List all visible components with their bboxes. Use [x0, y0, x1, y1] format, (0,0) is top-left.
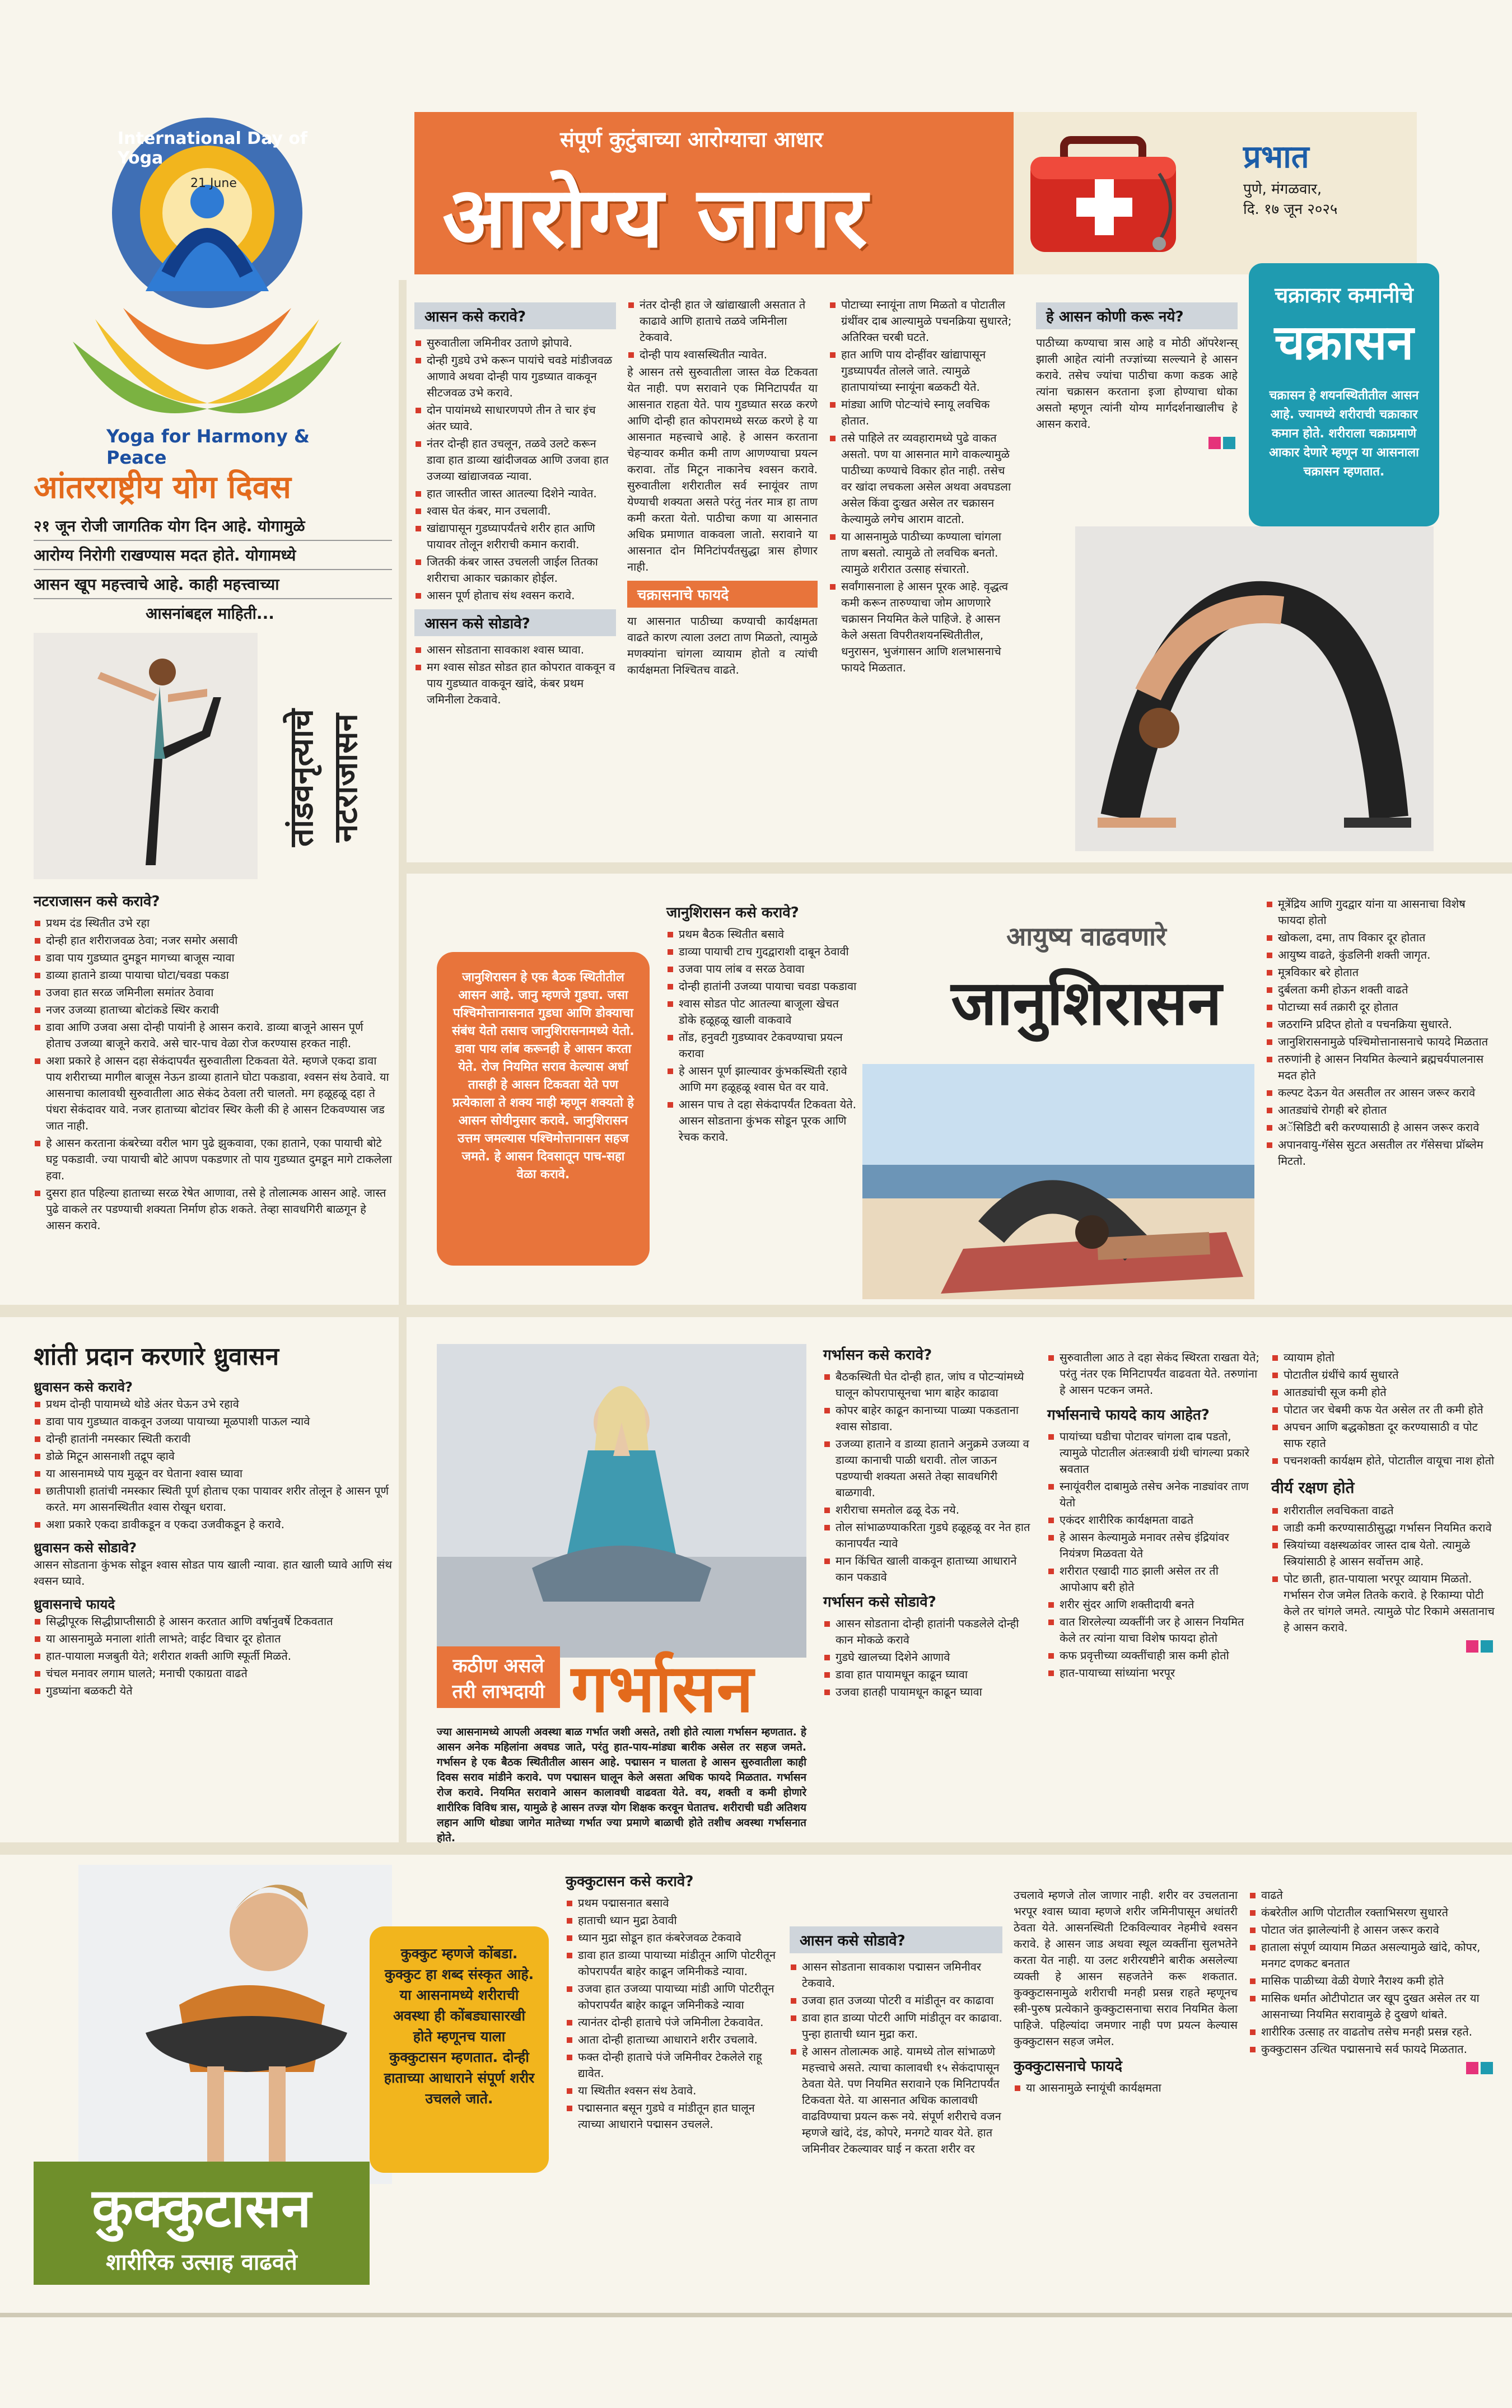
list-item: कल्पट देऊन येत असतील तर आसन जरूर करावे [1266, 1085, 1495, 1101]
chakrasana-how-steps [414, 335, 616, 604]
chakrasana-box-title: चक्रासन [1274, 315, 1414, 371]
list-item: पोटात जंत झालेल्यांनी हे आसन जरूर करावे [1249, 1922, 1495, 1938]
list-item: अशा प्रकारे एकदा डावीकडून व एकदा उजवीकडून हे करावे. [34, 1516, 392, 1533]
garbhasana-how-steps [823, 1369, 1036, 1585]
list-item: गुडघे खालच्या दिशेने आणावे [823, 1649, 1036, 1665]
list-item: मान किंचित खाली वाकवून हाताच्या आधाराने कान पकडावे [823, 1553, 1036, 1585]
divider [399, 1317, 407, 1842]
dhruvasana-steps [34, 1396, 392, 1533]
list-item: हाताला संपूर्ण व्यायाम मिळत असल्यामुळे खांदे, कोपर, मनगट दणकट बनतात [1249, 1939, 1495, 1972]
kukkutasana-benefits [1249, 1887, 1495, 2057]
beach-yoga-figure [862, 1064, 1254, 1299]
natarajasana-photo [34, 633, 258, 879]
list-item: पोटात जर चेबमी कफ येत असेल तर ती कमी होते [1271, 1402, 1495, 1418]
kukkutasana-how-steps [566, 1895, 778, 2132]
garbhasana-how-title: गर्भासन कसे करावे? [823, 1347, 932, 1364]
list-item: शरीराचा समतोल ढळू देऊ नये. [823, 1502, 1036, 1518]
list-item: हाताची ध्यान मुद्रा ठेवावी [566, 1912, 778, 1929]
chakrasana-photo [1075, 526, 1434, 851]
logo-day: 21 [190, 176, 206, 190]
janushirasana-callout-text: जानुशिरासन हे एक बैठक स्थितीतील आसन आहे. जानु म्हणजे गुडघा. जसा पश्चिमोत्तानासनात गुडघा आणि डोक्याचा संबंध येतो तसाच जानुशिरासनामध्ये येतो. डावा पाय लांब करूनही हे आसन करता येते. रोज नियमित सराव केल्यास अर्धा तासही हे आसन टिकवता येते पण प्रत्येकाला ते शक्य नाही म्हणून शक्यतो हे आसन सोयीनुसार करावे. जानुशिरासन उत्तम जमल्यास पश्चिमोत्तानासन सहज जमते. हे आसन दिवसातून पाच-सहा वेळा करावे. [452, 970, 634, 1182]
intro-title: आंतरराष्ट्रीय योग दिवस [34, 469, 291, 506]
chakrasana-benefits [829, 297, 1019, 676]
yoga-day-logo [56, 106, 358, 468]
garbhasana-veerya-title: वीर्य रक्षण होते [1271, 1478, 1355, 1497]
chakrasana-body: हे आसन तसे सुरुवातीला जास्त वेळ टिकवता येत नाही. पण सरावाने एक मिनिटापर्यंत या आसनात राहता येते. पाय गुडघ्यात सरळ करणे आणि दोन्ही हात कोपरामध्ये सरळ करणे हे या आसनात महत्त्वाचे आहे. हे आसन करताना चेहऱ्यावर कमीत कमी ताण आणण्याचा प्रयत्न करावा. तोंड मिटून नाकानेच श्वसन करावे. सुरुवातीला शरीरातील सर्व स्नायूंवर ताण येण्याची शक्यता असते परंतु नंतर मात्र हा ताण कमी करता येतो. पाठीचा कणा या आसनात अधिक प्रमाणात वाकवला जातो. सरावाने या आसनात दोन मिनिटांपर्यंतसुद्धा त्रास होणार नाही. [627, 365, 818, 573]
paper-name: प्रभात [1243, 139, 1309, 175]
list-item: या आसनामध्ये पाय मुळून वर घेताना श्वास घ्यावा [34, 1466, 392, 1482]
masthead-tagline: संपूर्ण कुटुंबाच्या आरोग्याचा आधार [560, 127, 823, 152]
list-item: उजव्या हाताने व डाव्या हाताने अनुक्रमे उजव्या व डाव्या कानाची पाळी धरावी. तोल जाऊन पडण्याची शक्यता असते तेव्हा सावधगिरी बाळगावी. [823, 1436, 1036, 1501]
chakrasana-benefits-text: या आसनात पाठीच्या कण्याची कार्यक्षमता वाढते कारण त्याला उलटा ताण मिळतो, त्यामुळे मणक्यांना चांगला व्यायाम होतो व त्यांची कार्यक्षमता निश्चितच वाढते. [627, 614, 818, 676]
teal-square [1223, 437, 1235, 449]
garbhasana-release-steps [823, 1616, 1036, 1700]
list-item: अपानवायु-गॅसेस सुटत असतील तर गॅसेसचा प्रॉब्लेम मिटतो. [1266, 1137, 1495, 1169]
list-item: शारीरिक उत्साह तर वाढतोच तसेच मनही प्रसन्न रहते. [1249, 2024, 1495, 2040]
edition-date: दि. १७ जून २०२५ [1243, 201, 1338, 218]
janushirasana-benefits [1266, 896, 1495, 1170]
list-item: आसन पूर्ण होताच संथ श्वसन करावे. [414, 587, 616, 604]
intro-line: आसनांबद्दल माहिती... [146, 604, 274, 623]
list-item: मासिक धर्मात ओटीपोटात जर खूप दुखत असेल तर या आसनाच्या नियमित सरावामुळे हे दुखणे थांबते. [1249, 1990, 1495, 2023]
pink-square [1466, 1640, 1478, 1653]
janushirasana-benefit-list [1266, 896, 1495, 1169]
kukkutasana-benefits-first [1014, 2080, 1238, 2096]
dhruvasana-section [34, 1338, 392, 1700]
list-item: पोट छाती, हात-पायाला भरपूर व्यायाम मिळतो. गर्भासन रोज जमेल तितके करावे. हे रिकाम्या पोटी केले तर चांगले जमते. त्यामुळे पोट रिकामे असतानाच हे आसन करावे. [1271, 1571, 1495, 1636]
kukkutasana-release-title: आसन कसे सोडावे? [790, 1926, 1002, 1953]
list-item: हे आसन पूर्ण झाल्यावर कुंभकस्थिती रहावे आणि मग हळूहळू श्वास घेत वर यावे. [666, 1063, 857, 1095]
garbhasana-col3-steps [1271, 1350, 1495, 1469]
garbhasana-title: गर्भासन [571, 1650, 754, 1727]
list-item: शरीरात एखादी गाठ झाली असेल तर ती आपोआप बरी होते [1047, 1563, 1260, 1595]
list-item: वात शिरलेल्या व्यक्तींनी जर हे आसन नियमित केले तर त्यांना याचा विशेष फायदा होतो [1047, 1614, 1260, 1646]
garbhasana-col2 [1047, 1350, 1260, 1682]
list-item: पचनशक्ती कार्यक्षम होते, पोटातील वायूचा नाश होतो [1271, 1453, 1495, 1469]
list-item: दोन पायांमध्ये साधारणपणे तीन ते चार इंच अंतर घ्यावे. [414, 402, 616, 435]
garbhasana-release-title: गर्भासन कसे सोडावे? [823, 1594, 936, 1611]
dhruvasana-title: शांती प्रदान करणारे ध्रुवासन [34, 1342, 279, 1371]
garbhasana-kicker-box [437, 1646, 560, 1708]
logo-date [190, 176, 237, 190]
list-item: हात-पायाला मजबुती येते; शरीरात शक्ती आणि स्फूर्ती मिळते. [34, 1648, 392, 1664]
logo-arc-text: International Day of Yoga [118, 129, 308, 168]
kukkutasana-body: उचलावे म्हणजे तोल जाणार नाही. शरीर वर उचलताना भरपूर श्वास घ्यावा म्हणजे शरीर जमिनीपासून अधांतरी ठेवता येते. आसनस्थिती टिकविल्यावर नेहमीचे श्वसन करावे. हे आसन जाड अथवा स्थूल व्यक्तींना सुलभतेने करता येत नाही. या उलट शरीरयष्टीने बारीक असलेल्या व्यक्ती हे आसन सहजतेने करू शकतात. कुक्कुटासनामुळे शरीराची मनही प्रसन्न राहते म्हणूनच स्त्री-पुरुष प्रत्येकाने कुक्कुटासनाचा सराव नियमित केला पाहिजे. पहिल्यांदा जमणार नाही पण प्रयत्न केल्यास कुक्कुटासन सहज जमेल. [1014, 1888, 1238, 2048]
intro-line: २१ जून रोजी जागतिक योग दिन आहे. योगामुळे [34, 512, 392, 541]
list-item: फक्त दोन्ही हाताचे पंजे जमिनीवर टेकलेले राहू द्यावेत. [566, 2049, 778, 2082]
list-item: नजर उजव्या हाताच्या बोटांकडे स्थिर करावी [34, 1002, 392, 1018]
yoga-pose-figure [34, 633, 258, 879]
list-item: आसन सोडताना सावकाश श्वास घ्यावा. [414, 642, 616, 658]
list-item: नंतर दोन्ही हात जे खांद्याखाली असतात ते काढावे आणि हाताचे तळवे जमिनीला टेकवावे. [627, 297, 818, 346]
list-item: आतड्यांची सूज कमी होते [1271, 1384, 1495, 1401]
logo-month: June [210, 176, 237, 190]
list-item: प्रथम दोन्ही पायामध्ये थोडे अंतर घेऊन उभे रहावे [34, 1396, 392, 1412]
list-item: पोटाच्या स्नायूंना ताण मिळतो व पोटातील ग्रंथींवर दाब आल्यामुळे पचनक्रिया सुधारते; अतिरिक्त चरबी घटते. [829, 297, 1019, 346]
list-item: कोपर बाहेर काढून कानाच्या पाळ्या पकडताना श्वास सोडावा. [823, 1402, 1036, 1435]
list-item: मांड्या आणि पोटऱ्यांचे स्नायू लवचिक होतात. [829, 396, 1019, 429]
dhruvasana-how-title: ध्रुवासन कसे करावे? [34, 1379, 133, 1395]
list-item: उजवा हात उजव्या पोटरी व मांडीतून वर काढावा [790, 1992, 1002, 2009]
color-squares [1271, 1640, 1495, 1655]
garbhasana-benefits [1047, 1429, 1260, 1681]
list-item: तसे पाहिले तर व्यवहारामध्ये पुढे वाकत असतो. पण या आसनात मागे वाकल्यामुळे पाठीच्या कण्याचे विकार होत नाही. तसेच वर खांदा लचकला असेल अथवा अवघडला असेल किंवा दुःखत असेल तर चक्रासन केल्यामुळे लगेच आराम वाटतो. [829, 430, 1019, 528]
list-item: दुसरा हात पहिल्या हाताच्या सरळ रेषेत आणावा, तसे हे तोलात्मक आसन आहे. जास्त पुढे वाकले तर पडण्याची शक्यता निर्माण होऊ शकते. तेव्हा सावधगिरी बाळगून हे आसन करावे. [34, 1185, 392, 1234]
list-item: सिद्धीपूरक सिद्धीप्राप्तीसाठी हे आसन करतात आणि वर्षानुवर्षे टिकवतात [34, 1613, 392, 1630]
list-item: मूत्रविकार बरे होतात [1266, 964, 1495, 981]
list-item: डावा आणि उजवा असा दोन्ही पायांनी हे आसन करावे. डाव्या बाजूने आसन पूर्ण होताच उजव्या बाजूने करावे. असे चार-पाच वेळा रोज करण्यास हरकत नाही. [34, 1019, 392, 1052]
kukkutasana-title: कुक्कुटासन [92, 2177, 311, 2239]
list-item: या आसनामुळे पाठीच्या कण्याला चांगला ताण बसतो. त्यामुळे तो लवचिक बनतो. त्यामुळे शरीरात उत्साह संचारतो. [829, 529, 1019, 577]
chakrasana-benefits-title: चक्रासनाचे फायदे [627, 581, 818, 608]
list-item: जानुशिरासनामुळे पश्चिमोत्तानासनाचे फायदे मिळतात [1266, 1034, 1495, 1050]
list-item: आतड्यांचे रोगही बरे होतात [1266, 1102, 1495, 1118]
list-item: वाढते [1249, 1887, 1495, 1903]
color-squares [1036, 437, 1238, 451]
kukkutasana-benefits-title: कुक्कुटासनाचे फायदे [1014, 2058, 1122, 2075]
list-item: दोन्ही हातांनी नमस्कार स्थिती करावी [34, 1431, 392, 1447]
yoga-pose-figure [1075, 526, 1434, 851]
first-aid-kit-icon [1019, 129, 1187, 258]
divider [0, 1305, 1512, 1317]
list-item: शरीर सुंदर आणि शक्तीदायी बनते [1047, 1597, 1260, 1613]
list-item: दोन्ही पाय श्वासस्थितीत न्यावेत. [627, 347, 818, 363]
list-item: हे आसन करताना कंबरेच्या वरील भाग पुढे झुकवावा, एका हाताने, एका पायाची बोटे घट्ट पकडावी. ज्या पायाची बोटे आपण पकडणार तो पाय गुडघ्यात दुमडून मागे टाकलेला हवा. [34, 1135, 392, 1184]
list-item: तोंड, हनुवटी गुडघ्यावर टेकवण्याचा प्रयत्न करावा [666, 1029, 857, 1062]
list-item: दोन्ही हातांनी उजव्या पायाचा चवडा पकडावा [666, 978, 857, 995]
list-item: डावा पाय गुडघ्यात दुमडून मागच्या बाजूस न्यावा [34, 950, 392, 966]
list-item: प्रथम बैठक स्थितीत बसावे [666, 926, 857, 942]
masthead-banner [414, 112, 1014, 274]
chakrasana-avoid-title: हे आसन कोणी करू नये? [1036, 302, 1238, 329]
kukkutasana-how-title: कुक्कुटासन कसे करावे? [566, 1873, 694, 1890]
list-item: खोकला, दमा, ताप विकार दूर होतात [1266, 930, 1495, 946]
dhruvasana-benefits-title: ध्रुवासनाचे फायदे [34, 1597, 115, 1612]
list-item: चंचल मनावर लगाम घालते; मनाची एकाग्रता वाढते [34, 1665, 392, 1682]
masthead-side [1014, 112, 1417, 274]
list-item: हात-पायाच्या सांध्यांना भरपूर [1047, 1665, 1260, 1681]
garbhasana-photo [437, 1344, 806, 1658]
chakrasana-box-text: चक्रासन हे शयनस्थितीतील आसन आहे. ज्यामध्ये शरीराची चक्राकार कमान होते. शरीराला चक्राप्रमाणे आकार देणारे म्हणून या आसनाला चक्रासन म्हणतात. [1269, 389, 1419, 479]
garbhasana-col3 [1271, 1350, 1495, 1655]
intro-line: आरोग्य निरोगी राखण्यास मदत होते. योगामध्ये [34, 541, 392, 570]
garbhasana-intro: ज्या आसनामध्ये आपली अवस्था बाळ गर्भात जशी असते, तशी होते त्याला गर्भासन म्हणतात. हे आसन अनेक महिलांना अवघड जाते, परंतु हात-पाय-मांड्या बारीक असेल तर सहज जमते. गर्भासन हे एक बैठक स्थितीतील आसन आहे. पद्मासन न घालता हे आसन सुरुवातीला काही दिवस सराव मांडीने करावे. पण पद्मासन घालून केले असता अधिक फायदे मिळतात. गर्भासन रोज करावे. नियमित सरावाने आसन कालावधी वाढवता येते. वय, शक्ती व कमी होणारे शारीरिक विविध त्रास, यामुळे हे आसन तज्ज्ञ योग शिक्षक करवून घेतातच. शरीराची घडी अतिशय लहान आणि थोड्या जागेत मातेच्या गर्भात ज्या प्रमाणे बाळाची होते तशीच अवस्था गर्भासनात होते. [437, 1726, 806, 1844]
list-item: तरुणांनी हे आसन नियमित केल्याने ब्रह्मचर्यपालनास मदत होते [1266, 1051, 1495, 1084]
list-item: पद्मासनात बसून गुडघे व मांडीतून हात घालून त्याच्या आधाराने पद्मासन उचलले. [566, 2100, 778, 2132]
kukkutasana-col3 [1014, 1887, 1238, 2097]
garbhasana-benefits-title: गर्भासनाचे फायदे काय आहेत? [1047, 1407, 1210, 1424]
natarajasana-steps [34, 915, 392, 1234]
list-item: मग श्वास सोडत सोडत हात कोपरात वाकवून व पाय गुडघ्यात वाकवून खांदे, कंबर प्रथम जमिनीला टेकवावे. [414, 659, 616, 708]
chakrasana-release-cont [627, 297, 818, 363]
list-item: प्रथम पद्मासनात बसावे [566, 1895, 778, 1911]
list-item: तोल सांभाळण्याकरिता गुडघे हळूहळू वर नेत हात कानापर्यंत न्यावे [823, 1519, 1036, 1552]
dhruvasana-release-title: ध्रुवासन कसे सोडावे? [34, 1540, 137, 1556]
list-item: अॅसिडिटी बरी करण्यासाठी हे आसन जरूर करावे [1266, 1119, 1495, 1136]
pink-square [1466, 2062, 1478, 2074]
list-item: जाडी कमी करण्यासाठीसुद्धा गर्भासन नियमित करावे [1271, 1520, 1495, 1536]
divider [403, 862, 1512, 874]
natarajasana-howto [34, 890, 392, 1235]
masthead-title: आरोग्य जागर [442, 169, 870, 267]
chakrasana-col1 [414, 302, 616, 709]
list-item: डावा हात डाव्या पायाच्या मांडीतून आणि पोटरीतून कोपरापर्यंत बाहेर काढून जमिनीकडे न्यावा. [566, 1947, 778, 1980]
janushirasana-photo [862, 1064, 1254, 1299]
intro-line: आसन खूप महत्त्वाचे आहे. काही महत्त्वाच्या [34, 570, 392, 599]
list-item: डाव्या हाताने डाव्या पायाचा घोटा/चवडा पकडा [34, 967, 392, 983]
kukkutasana-col2 [790, 1926, 1002, 2158]
list-item: आसन सोडताना सावकाश पद्मासन जमिनीवर टेकवावे. [790, 1959, 1002, 1991]
kukkutasana-callout [370, 1926, 549, 2173]
list-item: दोन्ही हात शरीराजवळ ठेवा; नजर समोर असावी [34, 932, 392, 949]
list-item: हात जास्तीत जास्त आतल्या दिशेने न्यावेत. [414, 486, 616, 502]
chakrasana-box-subtitle: चक्राकार कमानीचे [1275, 283, 1413, 307]
list-item: खांद्यापासून गुडघ्यापर्यंतचे शरीर हात आणि पायावर तोलून शरीराची कमान करावी. [414, 520, 616, 553]
list-item: डावा पाय गुडघ्यात वाकवून उजव्या पायाच्या मूळपाशी पाऊल न्यावे [34, 1413, 392, 1430]
list-item: या आसनामुळे स्नायूंची कार्यक्षमता [1014, 2080, 1238, 2096]
kukkutasana-col4 [1249, 1887, 1495, 2076]
janushirasana-headline [907, 918, 1266, 1043]
list-item: उजवा पाय लांब व सरळ ठेवावा [666, 961, 857, 977]
garbhasana-headline [437, 1641, 840, 1727]
kukkutasana-col1 [566, 1870, 778, 2134]
edition-city: पुणे, मंगळवार, [1243, 181, 1322, 198]
list-item: हे आसन तोलात्मक आहे. यामध्ये तोल सांभाळणे महत्त्वाचे असते. त्याचा कालावधी १५ सेकंदापासून ठेवता येते. पण नियमित सरावाने एक मिनिटापर्यंत टिकवता येते. या आसनात अधिक कालावधी वाढविण्याचा प्रयत्न करू नये. संपूर्ण शरीराचे वजन म्हणजे खांदे, दंड, कोपरे, मनगटे यावर येते. हात जमिनीवर टेकल्यावर घाई न करता शरीर वर [790, 2043, 1002, 2157]
list-item: कुक्कुटासन उत्थित पद्मासनाचे सर्व फायदे मिळतात. [1249, 2041, 1495, 2057]
list-item: या स्थितीत श्वसन संथ ठेवावे. [566, 2083, 778, 2099]
list-item: स्त्रियांच्या वक्षस्थळांवर जास्त दाब येतो. त्यामुळे स्त्रियांसाठी हे आसन सर्वोत्तम आहे. [1271, 1537, 1495, 1570]
logo-slogan: Yoga for Harmony & Peace [106, 426, 310, 468]
list-item: उजवा हात सरळ जमिनीला समांतर ठेवावा [34, 984, 392, 1001]
list-item: उजवा हातही पायामधून काढून घ्यावा [823, 1684, 1036, 1700]
list-item: कफ प्रवृत्तीच्या व्यक्तींचाही त्रास कमी होतो [1047, 1648, 1260, 1664]
dhruvasana-release-text: आसन सोडताना कुंभक सोडून श्वास सोडत पाय खाली न्यावा. हात खाली घ्यावे आणि संथ श्वसन घ्यावे. [34, 1558, 392, 1588]
natarajasana-vertical-title [260, 638, 389, 885]
chakrasana-release-title: आसन कसे सोडावे? [414, 609, 616, 636]
list-item: त्यानंतर दोन्ही हाताचे पंजे जमिनीला टेकवावेत. [566, 2014, 778, 2031]
yoga-pose-figure [437, 1344, 806, 1658]
list-item: मासिक पाळीच्या वेळी येणारे नैराश्य कमी होते [1249, 1973, 1495, 1989]
janushirasana-kicker: आयुष्य वाढवणारे [1006, 921, 1166, 951]
list-item: नंतर दोन्ही हात उचलून, तळवे उलटे करून डावा हात डाव्या खांदीजवळ आणि उजवा हात उजव्या खांद्याजवळ न्यावा. [414, 436, 616, 484]
list-item: छातीपाशी हातांची नमस्कार स्थिती पूर्ण होताच एका पायावर शरीर तोलून हे आसन पूर्ण करते. मग आसनस्थितीत श्वास रोखून धरावा. [34, 1483, 392, 1515]
list-item: डावा हात पायामधून काढून घ्यावा [823, 1667, 1036, 1683]
dhruvasana-benefits [34, 1613, 392, 1699]
list-item: जितकी कंबर जास्त उचलली जाईल तितका शरीराचा आकार चक्राकार होईल. [414, 554, 616, 586]
list-item: शरीरातील लवचिकता वाढते [1271, 1502, 1495, 1519]
bottom-rule [0, 2313, 1512, 2317]
teal-square [1481, 2062, 1493, 2074]
natarajasana-title: तांडवनृत्याचे नटराजासन [282, 709, 365, 847]
chakrasana-release-steps [414, 642, 616, 708]
garbhasana-veerya-list [1271, 1502, 1495, 1636]
list-item: डावा हात डाव्या पोटरी आणि मांडीतून वर काढावा. पुन्हा हाताची ध्यान मुद्रा करा. [790, 2010, 1002, 2042]
yoga-pose-figure [78, 1865, 392, 2184]
list-item: डाव्या पायाची टाच गुदद्वाराशी दाबून ठेवावी [666, 944, 857, 960]
list-item: अशा प्रकारे हे आसन दहा सेकंदापर्यंत सुरुवातीला टिकवता येते. म्हणजे एकदा डावा पाय शरीराच्या मागील बाजूस नेऊन डाव्या हाताने घोटा पकडावा, श्वसन संथ ठेवावे. या आसनाचा कालावधी सुरुवातीला आठ सेकंद ठेवला तरी चालतो. मग हळूहळू दहा ते पंधरा सेकंदावर यावे. नजर हाताच्या बोटांवर स्थिर केली की हे आसन टिकवण्यास जड जात नाही. [34, 1053, 392, 1134]
list-item: दुर्बलता कमी होऊन शक्ती वाढते [1266, 982, 1495, 998]
garbhasana-kicker-2: तरी लाभदायी [452, 1681, 545, 1703]
list-item: पोटातील ग्रंथींचे कार्य सुधारते [1271, 1367, 1495, 1383]
list-item: आयुष्य वाढते, कुंडलिनी शक्ती जागृत. [1266, 947, 1495, 963]
janushirasana-how-title: जानुशिरासन कसे करावे? [666, 904, 799, 921]
list-item: दोन्ही गुडघे उभे करून पायांचे चवडे मांडीजवळ आणावे अथवा दोन्ही पाय गुडघ्यात वाकवून सीटजवळ उभे करावे. [414, 352, 616, 401]
list-item: आसन पाच ते दहा सेकंदापर्यंत टिकवता येते. आसन सोडताना कुंभक सोडून पूरक आणि रेचक करावे. [666, 1096, 857, 1145]
kukkutasana-callout-text: कुक्कुट म्हणजे कोंबडा. कुक्कुट हा शब्द संस्कृत आहे. या आसनामध्ये शरीराची अवस्था ही कोंबड्यासारखी होते म्हणूनच याला कुक्कुटासन म्हणतात. दोन्ही हाताच्या आधाराने संपूर्ण शरीर उचलले जाते. [384, 1945, 535, 2107]
list-item: उजवा हात उजव्या पायाच्या मांडी आणि पोटरीतून कोपरापर्यंत बाहेर काढून जमिनीकडे न्यावा [566, 1981, 778, 2013]
list-item: प्रथम दंड स्थितीत उभे रहा [34, 915, 392, 931]
list-item: ध्यान मुद्रा सोडून हात कंबरेजवळ टेकवावे [566, 1930, 778, 1946]
list-item: मूत्रेंद्रिय आणि गुदद्वार यांना या आसनाचा विशेष फायदा होतो [1266, 896, 1495, 928]
list-item: व्यायाम होतो [1271, 1350, 1495, 1366]
list-item: गुडघ्यांना बळकटी येते [34, 1683, 392, 1699]
list-item: पोटाच्या सर्व तक्रारी दूर होतात [1266, 999, 1495, 1015]
kukkutasana-photo [78, 1865, 392, 2184]
chakrasana-avoid-text: पाठीच्या कण्याचा त्रास आहे व मोठी ऑपरेशन्स् झाली आहेत त्यांनी तज्ज्ञांच्या सल्ल्याने हे आसन करावे. तसेच ज्यांचा पाठीचा कणा कडक आहे त्यांना चक्रासन करताना इजा होण्याचा धोका असतो म्हणून त्यांनी योग्य मार्गदर्शनाखालीच हे आसन करावे. [1036, 336, 1238, 431]
chakrasana-col2 [627, 297, 818, 678]
pink-square [1208, 437, 1221, 449]
list-item: आता दोन्ही हाताच्या आधाराने शरीर उचलावे. [566, 2032, 778, 2048]
list-item: सुरुवातीला जमिनीवर उताणे झोपावे. [414, 335, 616, 351]
janushirasana-steps [666, 926, 857, 1145]
list-item: डोळे मिटून आसनाशी तद्रूप व्हावे [34, 1448, 392, 1464]
intro-section [34, 465, 392, 624]
list-item: एकंदर शारीरिक कार्यक्षमता वाढते [1047, 1512, 1260, 1528]
list-item: सुरुवातीला आठ ते दहा सेकंद स्थिरता राखता येते; परंतु नंतर एक मिनिटापर्यंत वाढवता येते. तरुणांना हे आसन पटकन जमते. [1047, 1350, 1260, 1398]
kukkutasana-subtitle: शारीरिक उत्साह वाढवते [106, 2250, 297, 2275]
list-item: श्वास सोडत पोट आतल्या बाजूला खेचत डोके हळूहळू खाली वाकवावे [666, 996, 857, 1028]
kukkutasana-release-steps [790, 1959, 1002, 2157]
chakrasana-how-title: आसन कसे करावे? [414, 302, 616, 329]
janushirasana-howto [666, 902, 857, 1146]
list-item: हे आसन केल्यामुळे मनावर तसेच इंद्रियांवर नियंत्रण मिळवता येते [1047, 1529, 1260, 1562]
list-item: बैठकस्थिती घेत दोन्ही हात, जांघ व पोटऱ्यांमध्ये घालून कोपरापासूनचा भाग बाहेर काढावा [823, 1369, 1036, 1401]
list-item: या आसनामुळे मनाला शांती लाभते; वाईट विचार दूर होतात [34, 1631, 392, 1647]
natarajasana-how-title: नटराजासन कसे करावे? [34, 893, 160, 910]
garbhasana-col2-steps [1047, 1350, 1260, 1398]
chakrasana-callout-box [1249, 263, 1439, 526]
kukkutasana-title-box [34, 2162, 370, 2285]
chakrasana-col3 [829, 297, 1019, 677]
list-item: श्वास घेत कंबर, मान उचलावी. [414, 503, 616, 519]
list-item: कंबरेतील आणि पोटातील रक्ताभिसरण सुधारते [1249, 1905, 1495, 1921]
list-item: स्नायूंवरील दाबामुळे तसेच अनेक नाड्यांवर ताण येतो [1047, 1478, 1260, 1511]
list-item: आसन सोडताना दोन्ही हातांनी पकडलेले दोन्ही कान मोकळे करावे [823, 1616, 1036, 1648]
janushirasana-callout [437, 952, 650, 1266]
list-item: सर्वांगासनाला हे आसन पूरक आहे. वृद्धत्व कमी करून तारुण्याचा जोम आणणारे चक्रासन नियमित केले पाहिजे. हे आसन केले असता विपरीतशयनस्थितीतील, धनुरासन, भुजंगासन आणि शलभासनाचे फायदे मिळतात. [829, 578, 1019, 676]
janushirasana-title: जानुशिरासन [951, 967, 1222, 1039]
garbhasana-kicker-1: कठीण असले [452, 1655, 544, 1677]
list-item: जठराग्नि प्रदिप्त होतो व पचनक्रिया सुधारते. [1266, 1016, 1495, 1033]
chakrasana-avoid [1036, 302, 1238, 451]
list-item: हात आणि पाय दोन्हींवर खांद्यापासून गुडघ्यापर्यंत तोलले जाते. त्यामुळे हातापायांच्या स्नायूंना बळकटी येते. [829, 347, 1019, 395]
garbhasana-col1 [823, 1344, 1036, 1701]
teal-square [1481, 1640, 1493, 1653]
list-item: अपचन आणि बद्धकोष्ठता दूर करण्यासाठी व पोट साफ रहाते [1271, 1419, 1495, 1452]
divider [399, 280, 407, 1305]
list-item: पायांच्या घडीचा पोटावर चांगला दाब पडतो, त्यामुळे पोटातील अंतःस्त्रावी ग्रंथी चांगल्या प्रकारे स्रवतात [1047, 1429, 1260, 1477]
color-squares [1249, 2062, 1495, 2076]
